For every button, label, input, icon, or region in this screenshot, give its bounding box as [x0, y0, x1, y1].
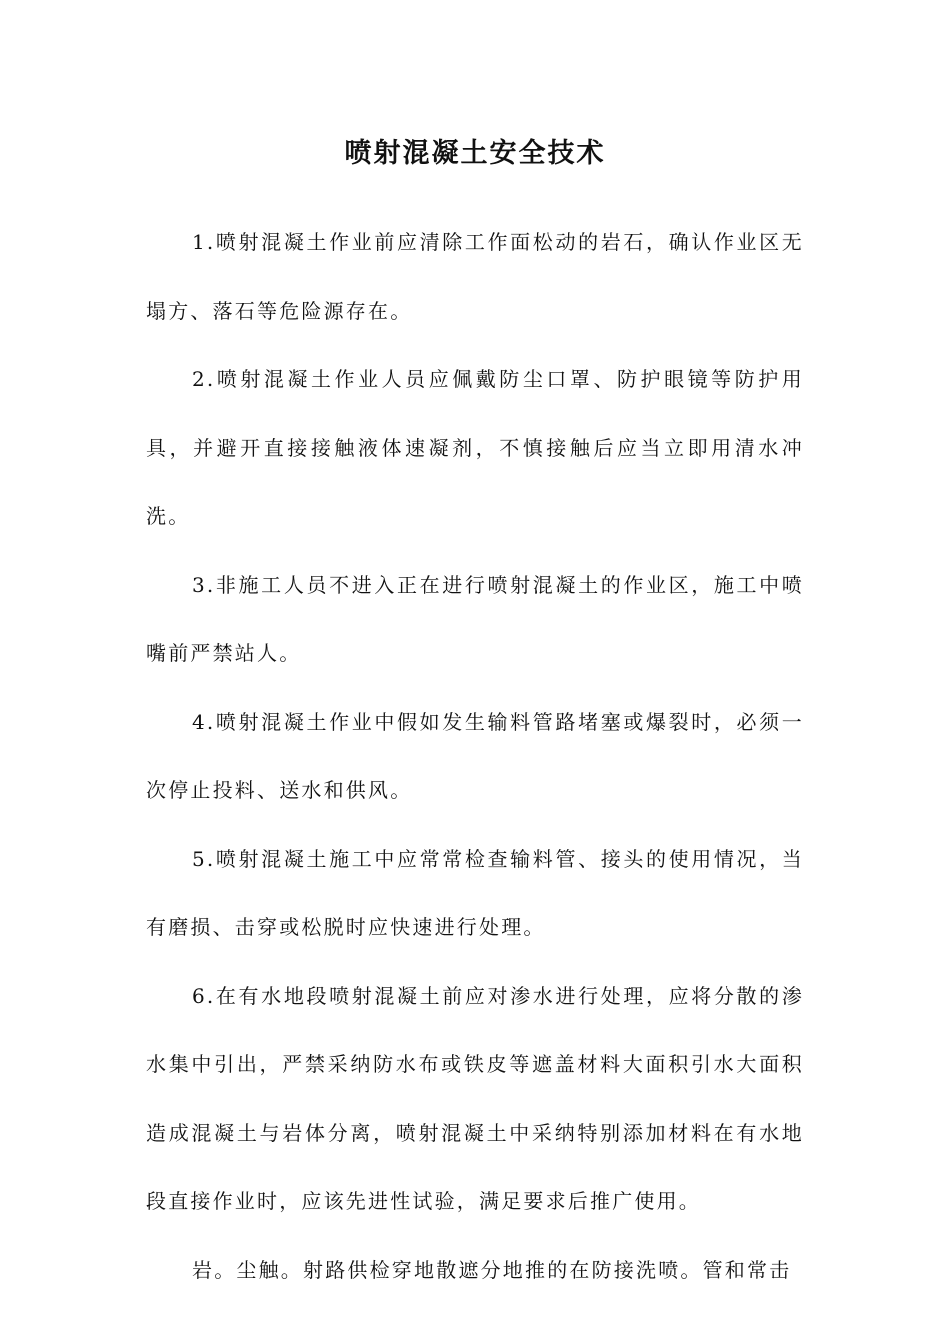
paragraph-1: 1.喷射混凝土作业前应清除工作面松动的岩石，确认作业区无塌方、落石等危险源存在。	[146, 230, 804, 323]
paragraph-6: 6.在有水地段喷射混凝土前应对渗水进行处理，应将分散的渗水集中引出，严禁采纳防水布或铁皮等遮盖材料大面积引水大面积造成混凝土与岩体分离，喷射混凝土中采纳特别添加材料在有水地段直接作业时，应该先进性试验，满足要求后推广使用。	[146, 983, 804, 1213]
document-title: 喷射混凝土安全技术	[344, 138, 606, 169]
paragraph-7: 岩。尘触。射路供检穿地散遮分地推的在防接洗喷。管和常击	[192, 1257, 792, 1282]
paragraph-2: 2.喷射混凝土作业人员应佩戴防尘口罩、防护眼镜等防护用具，并避开直接接触液体速凝剂，不慎接触后应当立即用清水冲洗。	[146, 367, 804, 528]
paragraph-4: 4.喷射混凝土作业中假如发生输料管路堵塞或爆裂时，必须一次停止投料、送水和供风。	[146, 709, 804, 802]
paragraph-3: 3.非施工人员不进入正在进行喷射混凝土的作业区，施工中喷嘴前严禁站人。	[146, 572, 804, 665]
paragraph-5: 5.喷射混凝土施工中应常常检查输料管、接头的使用情况，当有磨损、击穿或松脱时应快速进行处理。	[146, 846, 804, 939]
